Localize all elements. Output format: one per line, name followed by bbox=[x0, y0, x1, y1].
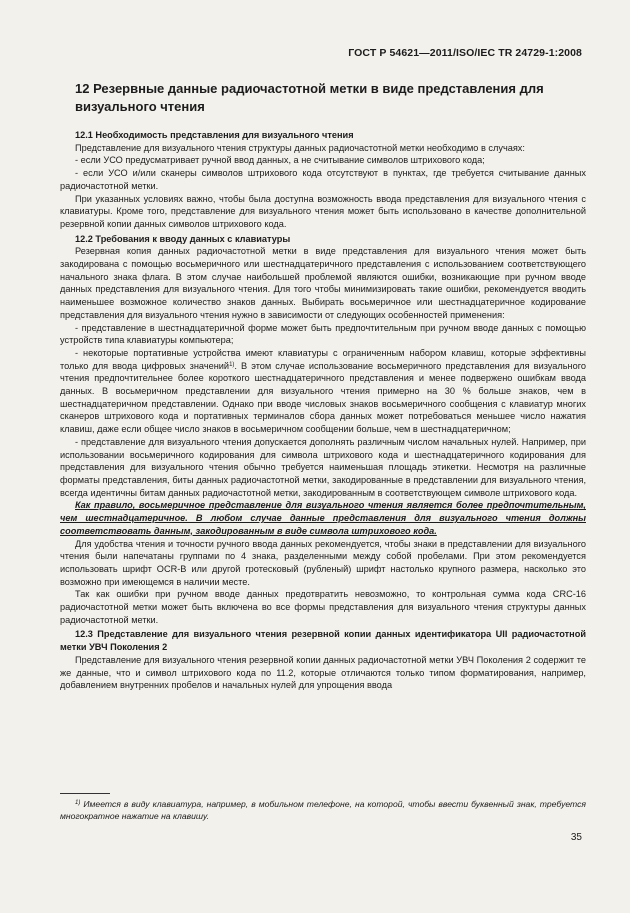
page-number: 35 bbox=[570, 832, 582, 843]
footnote bbox=[60, 798, 586, 822]
paragraph: - если УСО предусматривает ручной ввод данных, а не считывание символов штрихового кода; bbox=[75, 155, 485, 166]
subsection-heading: 12.1 Необходимость представления для визуального чтения bbox=[75, 130, 354, 140]
footnote-mark: 1) bbox=[75, 800, 81, 806]
footnote-text: Имеется в виду клавиатура, например, в мобильном телефоне, на которой, чтобы ввести буквенный знак, требуется многократное нажатие на клавишу. bbox=[60, 799, 587, 821]
subsection-heading: 12.3 Представление для визуального чтения резервной копии данных идентификатора UII радиочастотной метки УВЧ Поколения 2 bbox=[60, 629, 586, 653]
footnote-reference: 1) bbox=[229, 361, 235, 368]
paragraph: Представление для визуального чтения резервной копии данных радиочастотной метки УВЧ Поколения 2 содержит те же данные, что и символ штрихового кода по 11.2, которые отличаются только типом форматирования, например, добавлением внутренних пробелов и начальных нулей для упрощения ввода bbox=[60, 654, 586, 691]
paragraph: При указанных условиях важно, чтобы была доступна возможность ввода представления для визуального чтения с клавиатуры. Кроме того, представление для визуального чтения может быть использовано в качестве дополнительной резервной копии данных символов штрихового кода. bbox=[60, 193, 586, 229]
paragraph bbox=[60, 347, 586, 436]
paragraph: - если УСО и/или сканеры символов штрихового кода отсутствуют в пунктах, где требуется считывание данных радиочастотной метки. bbox=[60, 168, 586, 191]
paragraph: Для удобства чтения и точности ручного ввода данных рекомендуется, чтобы знаки в представлении для визуального чтения были напечатаны группами по 4 знака, разделенными между собой пробелами. При этом рекомендуется использовать шрифт OCR-B или другой гротесковый (рубленый) шрифт настолько крупного размера, насколько это возможно при имеющемся в наличии месте. bbox=[60, 538, 586, 587]
paragraph-text: . В этом случае использование восьмеричного представления для визуального чтения предпочтительнее более короткого шестнадцатеричного представления и менее подвержено ошибкам ввода данных. В восьмеричном представлении для визуального чтения примерно на 30 % больше знаков, чем в шестнадцатеричном представлении. Однако при вводе числовых знаков восьмеричного сообщения с клавиатур многих сканеров штрихового кода и портативных терминалов сбора данных может потребоваться меньшее число нажатия клавиш, даже если общее число знаков в восьмеричном сообщении больше, чем в шестнадцатеричном; bbox=[60, 360, 586, 435]
paragraph: Представление для визуального чтения структуры данных радиочастотной метки необходимо в случаях: bbox=[75, 142, 525, 153]
paragraph: - представление в шестнадцатеричной форме может быть предпочтительным при ручном вводе данных с помощью устройств типа клавиатуры компьютера; bbox=[60, 322, 586, 346]
emphasized-paragraph: Как правило, восьмеричное представление для визуального чтения является более предпочтительным, чем шестнадцатеричное. В любом случае данные представления для визуального чтения должны соответствовать данным, закодированным в виде символа штрихового кода. bbox=[60, 500, 586, 536]
paragraph: Резервная копия данных радиочастотной метки в виде представления для визуального чтения может быть закодирована с помощью восьмеричного или шестнадцатеричного представления с использованием соответствующего начального знака флага. В этом случае наибольшей проблемой являются ошибки, возникающие при ручном вводе данных представления для визуального чтения. Для того чтобы минимизировать такие ошибки, рекомендуется вводить наименьшее возможное количество знаков данных. Выбирать восьмеричное или шестнадцатеричное кодирование представления для визуального чтения нужно в зависимости от следующих особенностей применения: bbox=[60, 246, 586, 320]
paragraph: Так как ошибки при ручном вводе данных предотвратить невозможно, то контрольная сумма кода CRC-16 радиочастотной метки может быть включена во все формы представления для визуального чтения структуры данных радиочастотной метки. bbox=[60, 589, 586, 625]
paragraph: - представление для визуального чтения допускается дополнять различным числом начальных нулей. Например, при использовании восьмеричного кодирования для символа штрихового кода и шестнадцатеричного кодирования для представления для визуального чтения обычно требуется наименьшая площадь этикетки. Несмотря на различные форматы представления, биты данных радиочастотной метки, закодированные в представлении для визуального чтения, всегда идентичны битам данных радиочастотной метки, закодированным в соответствующем символе штрихового кода. bbox=[60, 436, 586, 498]
body-text bbox=[60, 127, 586, 692]
standard-header: ГОСТ Р 54621—2011/ISO/IEC TR 24729-1:2008 bbox=[348, 47, 582, 59]
section-title: 12 Резервные данные радиочастотной метки в виде представления для визуального чтения bbox=[75, 81, 544, 114]
paragraph-text: - некоторые портативные устройства имеют клавиатуры с ограниченным набором клавиш, которые эффективны только для ввода цифровых значений bbox=[60, 347, 586, 371]
footnote-divider bbox=[60, 793, 110, 794]
subsection-heading: 12.2 Требования к вводу данных с клавиатуры bbox=[75, 233, 291, 244]
